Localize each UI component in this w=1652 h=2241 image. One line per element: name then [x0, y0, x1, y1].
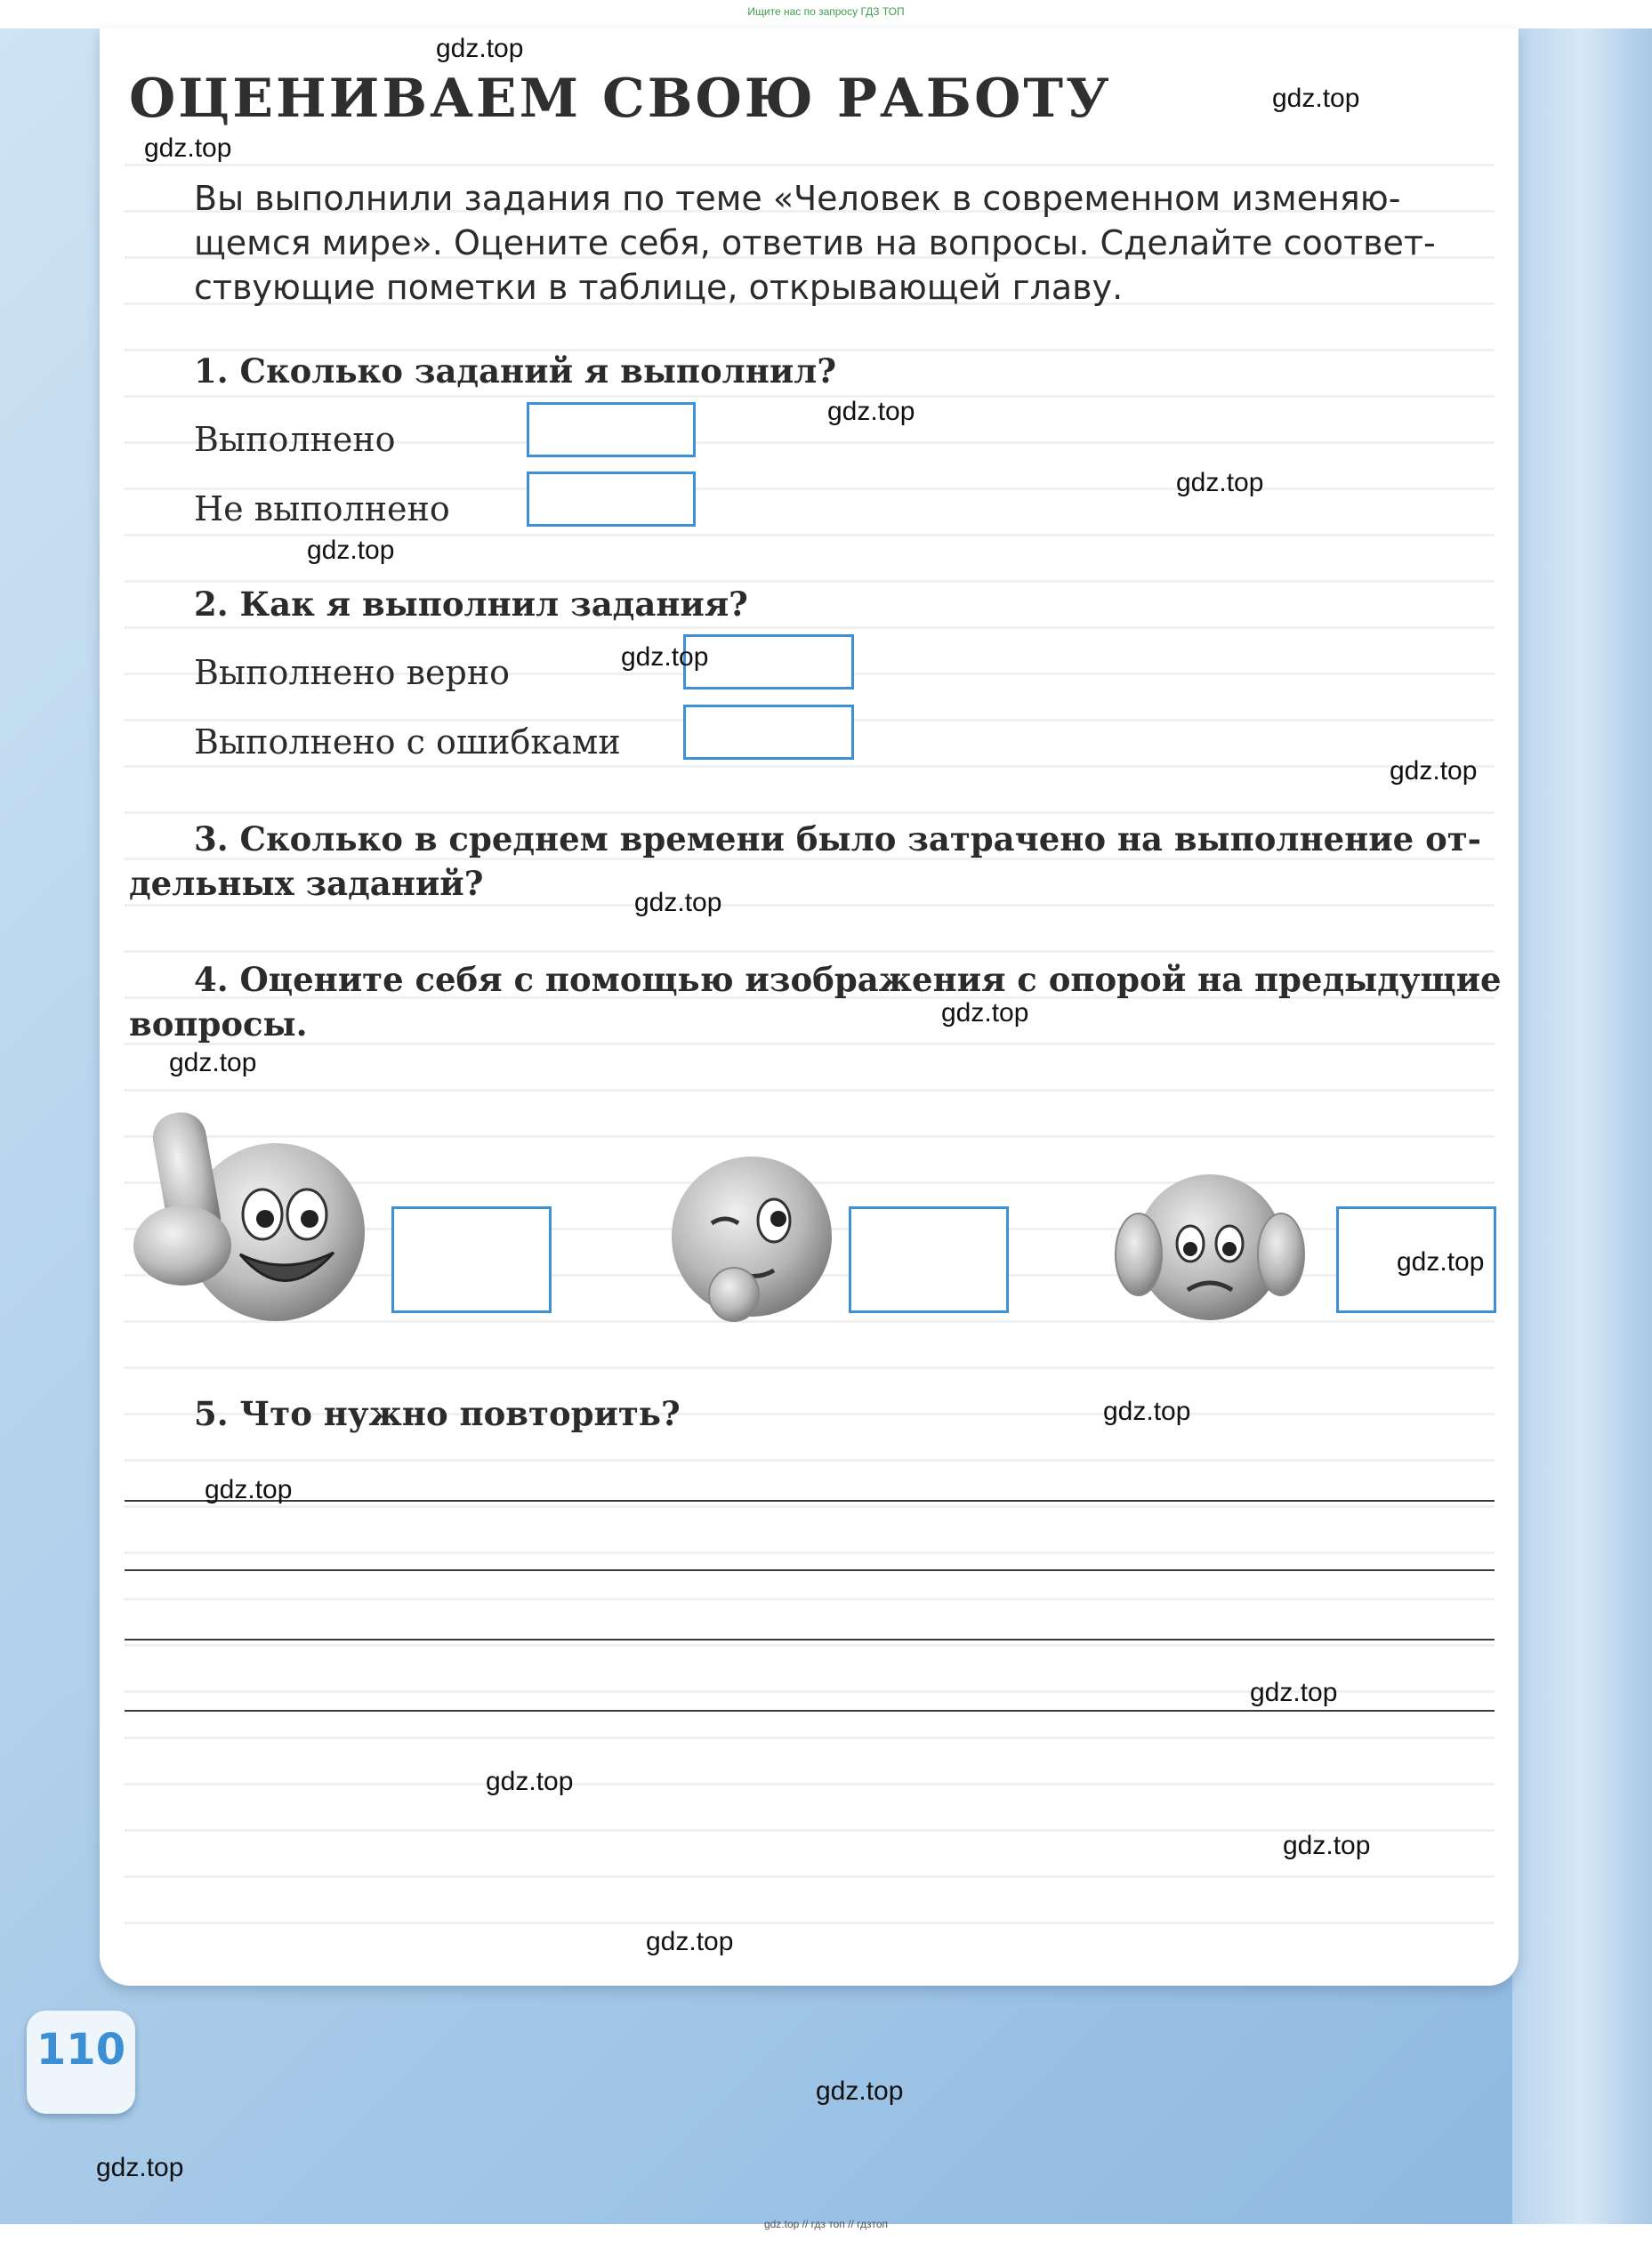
watermark: gdz.top [1103, 1397, 1191, 1426]
watermark: gdz.top [307, 536, 395, 565]
watermark: gdz.top [634, 888, 722, 917]
winking-smiley-icon [663, 1148, 841, 1326]
watermark: gdz.top [1176, 468, 1264, 497]
intro-paragraph [194, 176, 1502, 310]
q4-winking-checkbox[interactable] [849, 1206, 1009, 1313]
watermark: gdz.top [621, 642, 709, 672]
q4-thumbs-up-checkbox[interactable] [391, 1206, 552, 1313]
answer-line[interactable] [125, 1710, 1495, 1712]
watermark: gdz.top [816, 2076, 904, 2106]
watermark: gdz.top [205, 1475, 293, 1504]
page-title: ОЦЕНИВАЕМ СВОЮ РАБОТУ [129, 68, 1112, 130]
q2-option-errors-label: Выполнено с ошибками [194, 722, 621, 762]
thumbs-up-smiley-icon [125, 1094, 391, 1326]
watermark: gdz.top [1250, 1678, 1338, 1707]
intro-line: Вы выполнили задания по теме «Человек в современном изменяю- [194, 179, 1401, 218]
question-1: 1. Сколько заданий я выполнил? [194, 351, 837, 391]
intro-line: ствующие пометки в таблице, открывающей главу. [194, 268, 1124, 307]
watermark: gdz.top [169, 1048, 257, 1077]
q1-option-not-done-label: Не выполнено [194, 489, 450, 528]
question-4-line: 4. Оцените себя с помощью изображения с опорой на предыдущие [194, 960, 1502, 999]
page-edge-stripe [1512, 28, 1652, 2224]
question-3-line: дельных заданий? [129, 864, 484, 903]
q1-done-checkbox[interactable] [527, 402, 696, 457]
answer-line[interactable] [125, 1639, 1495, 1640]
q2-option-correct-label: Выполнено верно [194, 653, 511, 692]
sad-smiley-icon [1112, 1165, 1308, 1326]
header-note: Ищите нас по запросу ГДЗ ТОП [747, 5, 905, 18]
intro-line: щемся мире». Оцените себя, ответив на вопросы. Сделайте соответ- [194, 223, 1436, 262]
question-4-line: вопросы. [129, 1004, 308, 1044]
watermark: gdz.top [941, 998, 1029, 1028]
watermark: gdz.top [827, 397, 915, 426]
answer-line[interactable] [125, 1569, 1495, 1571]
watermark: gdz.top [1283, 1831, 1371, 1860]
answer-line[interactable] [125, 1500, 1495, 1502]
question-5: 5. Что нужно повторить? [194, 1394, 681, 1433]
question-3-line: 3. Сколько в среднем времени было затрачено на выполнение от- [194, 819, 1482, 859]
watermark: gdz.top [144, 133, 232, 163]
watermark: gdz.top [96, 2153, 184, 2182]
footer-note: gdz.top // гдз топ // гдзтоп [763, 2218, 889, 2230]
q2-errors-checkbox[interactable] [683, 705, 854, 760]
watermark: gdz.top [646, 1927, 734, 1956]
watermark: gdz.top [1397, 1247, 1485, 1277]
watermark: gdz.top [486, 1767, 574, 1796]
q1-not-done-checkbox[interactable] [527, 472, 696, 527]
q2-correct-checkbox[interactable] [683, 634, 854, 689]
watermark: gdz.top [1272, 84, 1360, 113]
watermark: gdz.top [1390, 756, 1478, 786]
q1-option-done-label: Выполнено [194, 420, 396, 459]
question-2: 2. Как я выполнил задания? [194, 584, 748, 624]
watermark: gdz.top [436, 34, 524, 63]
page-number: 110 [36, 2025, 126, 2075]
